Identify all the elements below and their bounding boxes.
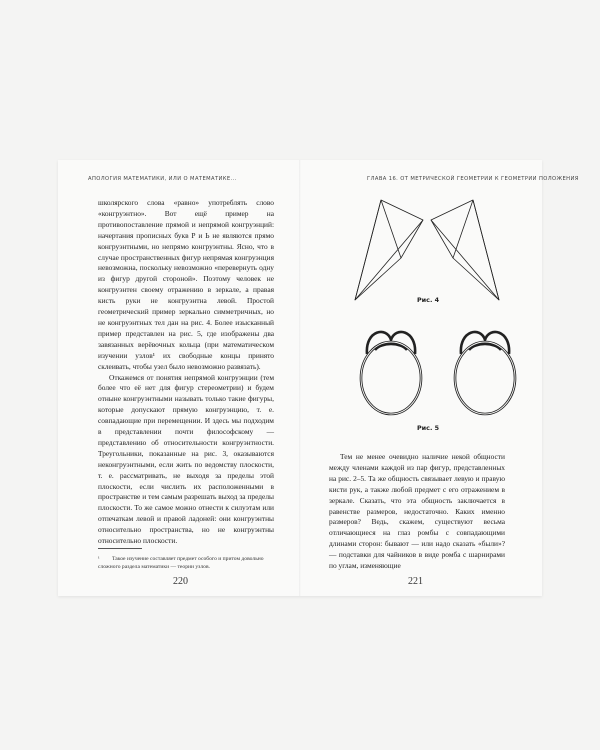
- right-running-head: ГЛАВА 16. ОТ МЕТРИЧЕСКОЙ ГЕОМЕТРИИ К ГЕОМЕТРИИ ПОЛОЖЕНИЯ: [367, 176, 579, 182]
- left-body-text: [98, 198, 274, 547]
- figure-5-caption: Рис. 5: [417, 424, 440, 432]
- right-page-number: 221: [408, 576, 423, 587]
- footnote-rule: [98, 548, 142, 549]
- book-spread: [58, 160, 579, 596]
- right-knotted-ring: [455, 332, 515, 414]
- right-page: [301, 160, 579, 596]
- left-running-head: АПОЛОГИЯ МАТЕМАТИКИ, ИЛИ О МАТЕМАТИКЕ...: [88, 176, 237, 182]
- right-tetrahedron: [431, 200, 499, 300]
- figure-5-knotted-rings: [357, 320, 527, 420]
- figure-4-caption: Рис. 4: [417, 296, 440, 304]
- right-body-text: [329, 452, 505, 572]
- footnote-text: Такое изучение составляет предмет особого и притом довольно сложного раздела математики — теории узлов.: [98, 556, 264, 570]
- right-paragraph-1: Тем не менее очевидно наличие некой общности между членами каждой из пар фигур, представленных на рис. 2–5. Та же общность связывает левую и правую кисти рук, а также любой предмет с его отражением в зеркале. Сказать, что эта общность заключается в равенстве размеров, недостаточно. Каких именно размеров? Ведь, скажем, существуют весьма отличающиеся на глаз ромбы с совпадающими длинами сторон: бывают — или надо сказать «были»? — подставки для чайников в виде ромба с шарнирами по углам, изменяющие: [329, 452, 505, 571]
- footnote: [98, 555, 274, 571]
- left-paragraph-1: школярского слова «равно» употреблять слово «конгруэнтно». Вот ещё пример на противопоставление прямой и непрямой конгруэнций: начертания прописных букв Р и Ь не являются прямо конгруэнтными, но непрямо конгруэнтны. Ясно, что в случае пространственных фигур непрямая конгруэнция невозможна, поскольку невозможно «перевернуть одну из фигур другой стороной». Поэтому человек не конгруэнтен своему отражению в зеркале, а правая кисть руки не конгруэнтна левой. Простой геометрический пример зеркально симметричных, но не конгруэнтных тел дан на рис. 4. Более изысканный пример представлен на рис. 5, где изображены два завязанных верёвочных кольца (при математическом изучении узлов¹ их свободные концы принято склеивать, чтобы узел было невозможно развязать).: [98, 198, 274, 371]
- left-paragraph-2: Откажемся от понятия непрямой конгруэнции (тем более что её нет для фигур стереометрии) и будем отныне конгруэнтными называть только такие фигуры, которые допускают прямую конгруэнцию, т. е. совпадающие при перемещении. И здесь мы подходим в представлении почти философскому — представлению об относительности конгруэнтности. Треугольники, показанные на рис. 3, оказываются неконгруэнтными, если жить по ведомству плоскости, т. е. рассматривать, не выходя за пределы этой плоскости, если числить их расположенными в пространстве и тем самым разрешать выход за пределы плоскости. То же самое можно отнести к силуэтам или отпечаткам левой и правой ладоней: они конгруэнтны относительно пространства, но не конгруэнтны относительно плоскости.: [98, 372, 274, 546]
- footnote-mark: ¹: [98, 556, 100, 562]
- left-knotted-ring: [361, 332, 421, 414]
- left-page: [58, 160, 299, 596]
- left-page-number: 220: [173, 576, 188, 587]
- figure-4-tetrahedra: [337, 196, 517, 306]
- left-tetrahedron: [355, 200, 423, 300]
